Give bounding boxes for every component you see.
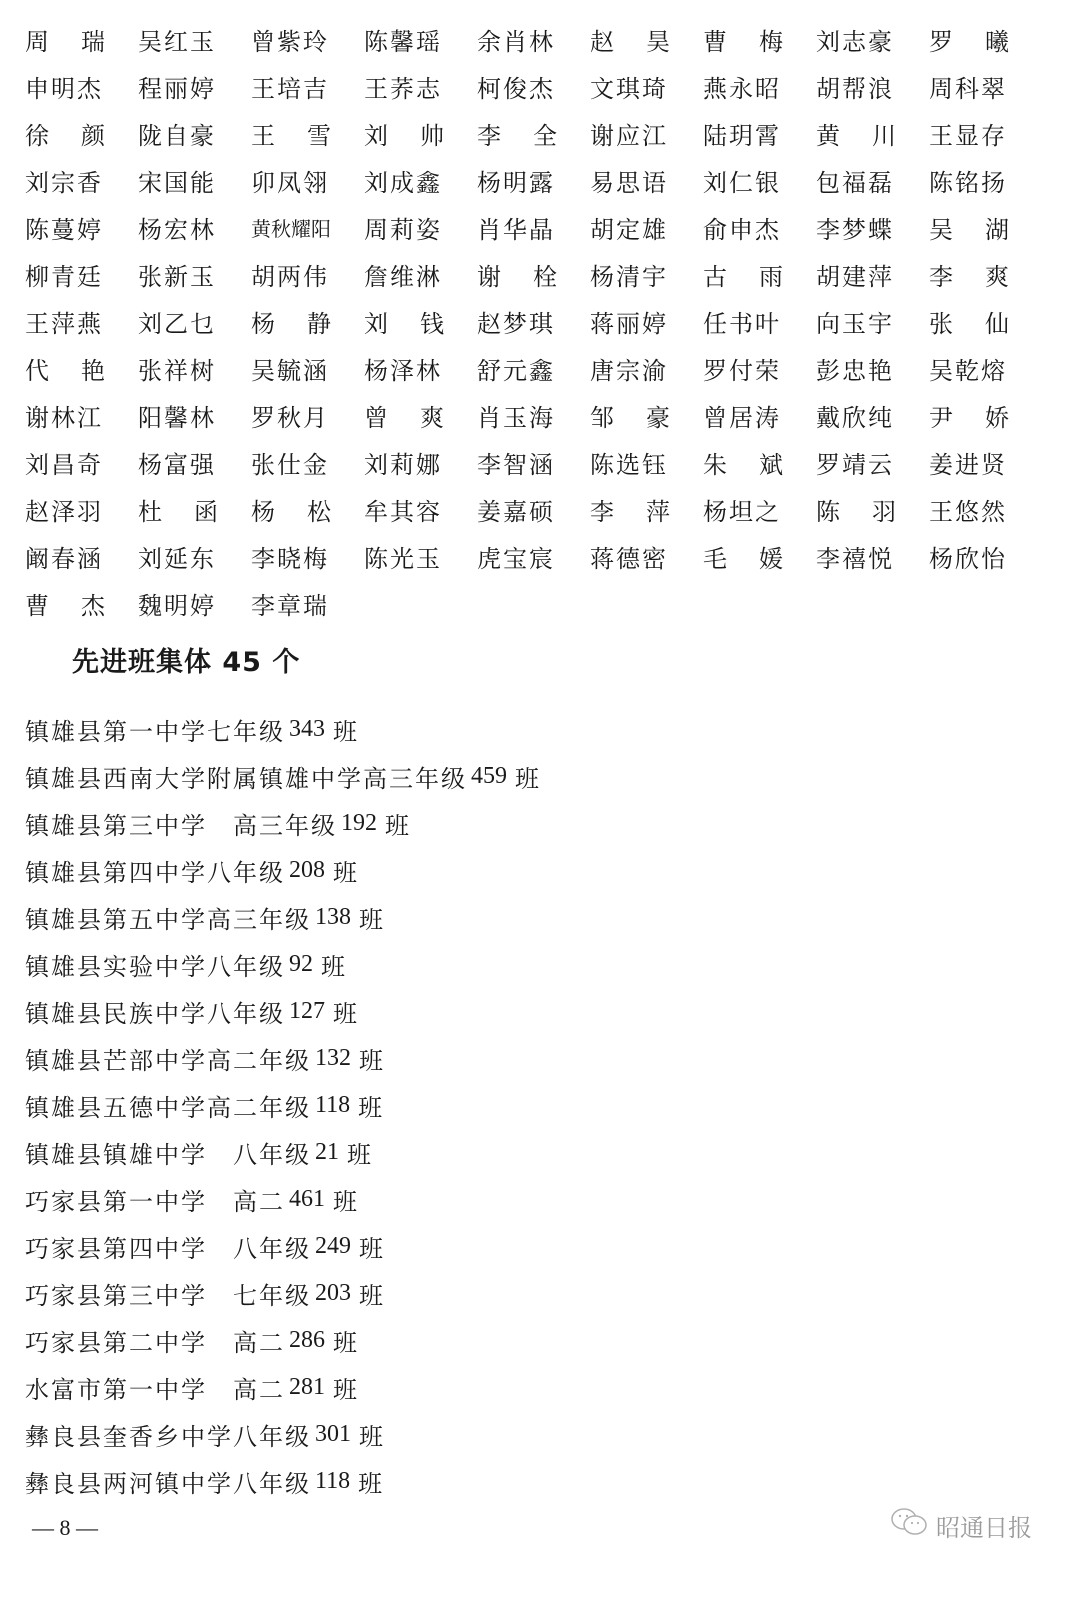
class-suffix: 班: [359, 906, 385, 934]
watermark: [890, 1507, 1032, 1543]
honoree-name: 张仕金: [251, 451, 329, 479]
honoree-name: 王 雪: [251, 122, 333, 150]
honoree-name: 吴毓涵: [251, 357, 329, 385]
wechat-icon: [890, 1507, 936, 1543]
honoree-name: 申明杰: [25, 75, 103, 103]
honoree-name: 向玉宇: [816, 310, 894, 338]
honoree-name: 朱 斌: [703, 451, 785, 479]
honoree-name: 吴 湖: [929, 216, 1011, 244]
name-row: [25, 298, 1065, 345]
class-list-item: [25, 1176, 541, 1223]
honoree-name: 古 雨: [703, 263, 785, 291]
class-suffix: 班: [358, 1094, 385, 1122]
school-grade: 水富市第一中学 高二: [25, 1376, 285, 1404]
honoree-name: 刘志豪: [816, 28, 894, 56]
class-suffix: 班: [321, 953, 347, 981]
school-grade: 镇雄县镇雄中学 八年级: [25, 1141, 311, 1169]
class-list-item: [25, 1129, 541, 1176]
honoree-name: 宋国能: [138, 169, 216, 197]
name-row: [25, 345, 1065, 392]
honoree-name: 胡定雄: [590, 216, 668, 244]
honoree-name: 杨清宇: [590, 263, 668, 291]
honoree-name: 刘延东: [138, 545, 216, 573]
advanced-class-list: [25, 706, 541, 1505]
name-row: [25, 392, 1065, 439]
honoree-name: 周莉姿: [364, 216, 442, 244]
honoree-name: 刘乙乜: [138, 310, 216, 338]
honoree-name: 王培吉: [251, 75, 329, 103]
class-suffix: 班: [358, 1470, 385, 1498]
class-number: 208: [289, 857, 325, 883]
honoree-name: 杨富强: [138, 451, 216, 479]
class-number: 118: [315, 1092, 351, 1118]
honoree-name: 卯凤翎: [251, 169, 329, 197]
honoree-name: 柯俊杰: [477, 75, 555, 103]
name-row: [25, 204, 1065, 251]
honoree-name: 罗 曦: [929, 28, 1011, 56]
school-grade: 镇雄县第五中学高三年级: [25, 906, 311, 934]
class-suffix: 班: [333, 1000, 359, 1028]
honoree-name: 徐 颜: [25, 122, 107, 150]
class-list-item: [25, 1317, 541, 1364]
name-row: [25, 533, 1065, 580]
honoree-name: 肖玉海: [477, 404, 555, 432]
name-row: [25, 580, 1065, 627]
honoree-name: 罗付荣: [703, 357, 781, 385]
class-suffix: 班: [333, 1329, 359, 1357]
class-list-item: [25, 1458, 541, 1505]
school-grade: 巧家县第一中学 高二: [25, 1188, 285, 1216]
honoree-name: 刘莉娜: [364, 451, 442, 479]
honoree-name: 胡两伟: [251, 263, 329, 291]
name-row: [25, 439, 1065, 486]
name-row: [25, 157, 1065, 204]
honoree-name: 曹 梅: [703, 28, 785, 56]
class-number: 343: [289, 716, 325, 742]
honoree-name: 柳青廷: [25, 263, 103, 291]
name-row: [25, 63, 1065, 110]
honoree-name: 王悠然: [929, 498, 1007, 526]
honoree-name: 姜进贤: [929, 451, 1007, 479]
class-suffix: 班: [333, 718, 359, 746]
class-number: 286: [289, 1327, 325, 1353]
class-list-item: [25, 1411, 541, 1458]
honoree-name: 姜嘉硕: [477, 498, 555, 526]
honoree-name: 刘 帅: [364, 122, 446, 150]
honoree-name: 谢 栓: [477, 263, 559, 291]
watermark-text: 昭通日报: [936, 1513, 1032, 1542]
honoree-name: 杨 静: [251, 310, 333, 338]
class-list-item: [25, 706, 541, 753]
honoree-name: 蒋丽婷: [590, 310, 668, 338]
honoree-name: 杨泽林: [364, 357, 442, 385]
honoree-name: 虎宝宸: [477, 545, 555, 573]
honoree-name: 杨欣怡: [929, 545, 1007, 573]
honoree-name: 吴乾熔: [929, 357, 1007, 385]
school-grade: 巧家县第四中学 八年级: [25, 1235, 311, 1263]
class-list-item: [25, 894, 541, 941]
honoree-name: 刘 钱: [364, 310, 446, 338]
honoree-name: 罗秋月: [251, 404, 329, 432]
class-suffix: 班: [347, 1141, 373, 1169]
class-suffix: 班: [333, 1188, 359, 1216]
honoree-name: 杨坦之: [703, 498, 781, 526]
honoree-name: 曹 杰: [25, 592, 107, 620]
honoree-name: 周科翠: [929, 75, 1007, 103]
honoree-name: 陈光玉: [364, 545, 442, 573]
name-row: [25, 16, 1065, 63]
school-grade: 镇雄县民族中学八年级: [25, 1000, 285, 1028]
class-list-item: [25, 1223, 541, 1270]
honoree-name: 李禧悦: [816, 545, 894, 573]
class-suffix: 班: [385, 812, 411, 840]
honoree-name: 易思语: [590, 169, 668, 197]
class-list-item: [25, 847, 541, 894]
honoree-name: 魏明婷: [138, 592, 216, 620]
honoree-name: 程丽婷: [138, 75, 216, 103]
honoree-name: 蒋德密: [590, 545, 668, 573]
honoree-name: 李智涵: [477, 451, 555, 479]
class-number: 127: [289, 998, 325, 1024]
honoree-name: 赵梦琪: [477, 310, 555, 338]
honoree-name: 杜 函: [138, 498, 220, 526]
class-number: 281: [289, 1374, 325, 1400]
class-number: 301: [315, 1421, 351, 1447]
honoree-name: 张祥树: [138, 357, 216, 385]
honoree-name: 包福磊: [816, 169, 894, 197]
honoree-name: 毛 媛: [703, 545, 785, 573]
class-suffix: 班: [333, 859, 359, 887]
honoree-name: 胡建萍: [816, 263, 894, 291]
honoree-name: 罗靖云: [816, 451, 894, 479]
class-suffix: 班: [515, 765, 541, 793]
honoree-name: 牟其容: [364, 498, 442, 526]
honoree-name: 李章瑞: [251, 592, 329, 620]
honoree-name: 赵 昊: [590, 28, 672, 56]
school-grade: 彝良县奎香乡中学八年级: [25, 1423, 311, 1451]
class-list-item: [25, 800, 541, 847]
class-list-item: [25, 753, 541, 800]
honoree-name: 王萍燕: [25, 310, 103, 338]
class-number: 459: [471, 763, 507, 789]
class-suffix: 班: [359, 1282, 385, 1310]
honoree-name: 赵泽羽: [25, 498, 103, 526]
class-list-item: [25, 1082, 541, 1129]
honoree-name: 陈蔓婷: [25, 216, 103, 244]
honoree-name: 黄 川: [816, 122, 898, 150]
honoree-name: 曾居涛: [703, 404, 781, 432]
honoree-name: 曾紫玲: [251, 28, 329, 56]
class-suffix: 班: [359, 1235, 385, 1263]
honoree-name: 黄秋耀阳: [251, 217, 331, 241]
honoree-name: 李 萍: [590, 498, 672, 526]
class-number: 249: [315, 1233, 351, 1259]
honoree-name: 李 爽: [929, 263, 1011, 291]
honoree-name: 刘成鑫: [364, 169, 442, 197]
honoree-name: 陇自豪: [138, 122, 216, 150]
honoree-name: 戴欣纯: [816, 404, 894, 432]
class-number: 203: [315, 1280, 351, 1306]
honoree-name: 阚春涵: [25, 545, 103, 573]
honoree-name: 周 瑞: [25, 28, 107, 56]
honoree-name: 彭忠艳: [816, 357, 894, 385]
honoree-name: 舒元鑫: [477, 357, 555, 385]
class-list-item: [25, 988, 541, 1035]
school-grade: 镇雄县实验中学八年级: [25, 953, 285, 981]
honoree-name: 王显存: [929, 122, 1007, 150]
honoree-name: 詹维淋: [364, 263, 442, 291]
honoree-name: 唐宗渝: [590, 357, 668, 385]
honoree-name: 代 艳: [25, 357, 107, 385]
name-row: [25, 251, 1065, 298]
honoree-name: 陈 羽: [816, 498, 898, 526]
honoree-name: 谢林江: [25, 404, 103, 432]
school-grade: 巧家县第二中学 高二: [25, 1329, 285, 1357]
honoree-name: 王荞志: [364, 75, 442, 103]
honoree-name: 刘昌奇: [25, 451, 103, 479]
class-list-item: [25, 1364, 541, 1411]
honoree-name: 陈馨瑶: [364, 28, 442, 56]
class-number: 132: [315, 1045, 351, 1071]
honoree-name: 陈铭扬: [929, 169, 1007, 197]
honoree-name: 阳馨林: [138, 404, 216, 432]
honoree-name: 谢应江: [590, 122, 668, 150]
honoree-name: 余肖林: [477, 28, 555, 56]
honoree-name: 肖华晶: [477, 216, 555, 244]
honoree-name: 俞申杰: [703, 216, 781, 244]
honoree-name: 陈选钰: [590, 451, 668, 479]
honoree-name: 文琪琦: [590, 75, 668, 103]
class-number: 118: [315, 1468, 351, 1494]
class-list-item: [25, 941, 541, 988]
school-grade: 镇雄县芒部中学高二年级: [25, 1047, 311, 1075]
class-number: 92: [289, 951, 313, 977]
honoree-name: 胡帮浪: [816, 75, 894, 103]
class-number: 138: [315, 904, 351, 930]
honoree-name: 刘宗香: [25, 169, 103, 197]
honoree-name: 燕永昭: [703, 75, 781, 103]
honoree-name-grid: [25, 16, 1065, 627]
honoree-name: 李 全: [477, 122, 559, 150]
school-grade: 镇雄县第三中学 高三年级: [25, 812, 337, 840]
school-grade: 镇雄县五德中学高二年级: [25, 1094, 311, 1122]
class-number: 461: [289, 1186, 325, 1212]
honoree-name: 张 仙: [929, 310, 1011, 338]
honoree-name: 杨明露: [477, 169, 555, 197]
class-number: 21: [315, 1139, 339, 1165]
school-grade: 镇雄县第四中学八年级: [25, 859, 285, 887]
class-suffix: 班: [333, 1376, 359, 1404]
honoree-name: 杨 松: [251, 498, 333, 526]
honoree-name: 李晓梅: [251, 545, 329, 573]
honoree-name: 张新玉: [138, 263, 216, 291]
honoree-name: 刘仁银: [703, 169, 781, 197]
class-list-item: [25, 1270, 541, 1317]
school-grade: 镇雄县西南大学附属镇雄中学高三年级: [25, 765, 467, 793]
school-grade: 彝良县两河镇中学八年级: [25, 1470, 311, 1498]
name-row: [25, 110, 1065, 157]
honoree-name: 邹 豪: [590, 404, 672, 432]
class-suffix: 班: [359, 1423, 385, 1451]
class-list-item: [25, 1035, 541, 1082]
honoree-name: 杨宏林: [138, 216, 216, 244]
school-grade: 镇雄县第一中学七年级: [25, 718, 285, 746]
honoree-name: 尹 娇: [929, 404, 1011, 432]
honoree-name: 陆玥霄: [703, 122, 781, 150]
honoree-name: 曾 爽: [364, 404, 446, 432]
school-grade: 巧家县第三中学 七年级: [25, 1282, 311, 1310]
honoree-name: 吴红玉: [138, 28, 216, 56]
honoree-name: 李梦蝶: [816, 216, 894, 244]
class-suffix: 班: [359, 1047, 385, 1075]
name-row: [25, 486, 1065, 533]
honoree-name: 任书叶: [703, 310, 781, 338]
section-title: 先进班集体 45 个: [72, 647, 301, 678]
class-number: 192: [341, 810, 377, 836]
page-number: — 8 —: [32, 1515, 98, 1540]
